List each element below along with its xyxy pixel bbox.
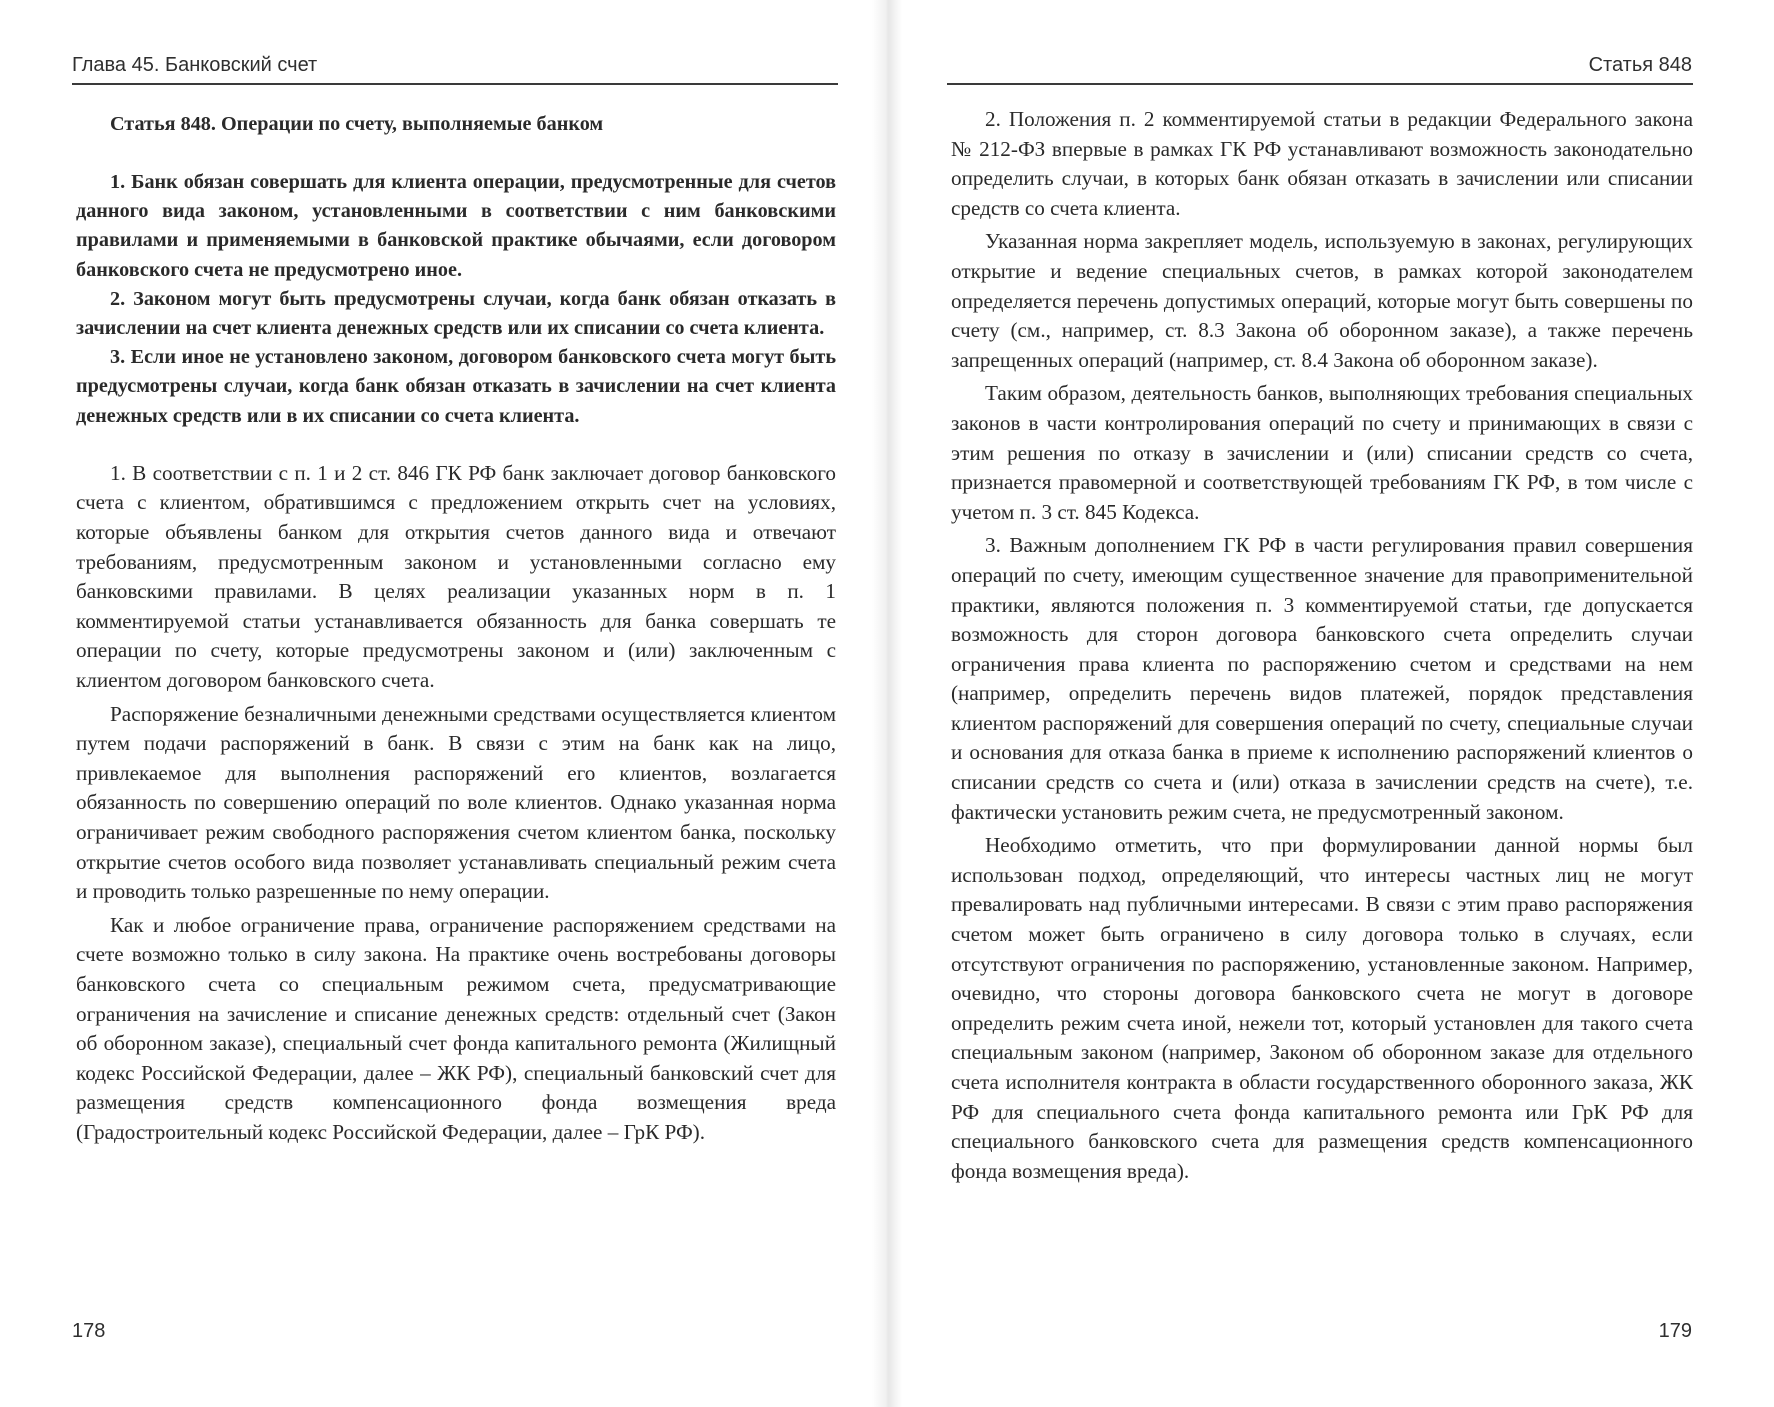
- page-number-right: 179: [1658, 1320, 1692, 1342]
- page-number-left: 178: [72, 1320, 106, 1342]
- commentary-paragraph: 1. В соответствии с п. 1 и 2 ст. 846 ГК РФ банк заключает договор банковского счета с клиентом, обратившимся с предложением открыть счет на условиях, которые объявлены банком для открытия счетов данного вида и отвечают требованиям, предусмотренным законом и установленными согласно ему банковскими правилами. В целях реализации указанных норм в п. 1 комментируемой статьи устанавливается обязанность для банка совершать те операции по счету, которые предусмотрены законом и (или) заключенным с клиентом договором банковского счета.: [76, 460, 836, 692]
- law-text: [76, 168, 836, 431]
- header-rule: [947, 83, 1693, 85]
- commentary-right: [951, 105, 1693, 1186]
- law-paragraph-2: 2. Законом могут быть предусмотрены случаи, когда банк обязан отказать в зачислении на счет клиента денежных средств или их списании со счета клиента.: [76, 287, 836, 340]
- article-title: Статья 848. Операции по счету, выполняемые банком: [110, 113, 604, 135]
- commentary-left: [76, 459, 836, 1148]
- commentary-paragraph: 2. Положения п. 2 комментируемой статьи в редакции Федерального закона № 212-ФЗ впервые в рамках ГК РФ устанавливают возможность законодательно определить случаи, в которых банк обязан отказать в зачислении или списании средств со счета клиента.: [951, 107, 1693, 220]
- commentary-paragraph: Необходимо отметить, что при формулировании данной нормы был использован подход, определяющий, что интересы частных лиц не могут превалировать над публичными интересами. В связи с этим право распоряжения счетом может быть ограничено в силу договора только в случаях, если отсутствуют ограничения по распоряжению, установленные законом. Например, очевидно, что стороны договора банковского счета не могут в договоре определить режим счета иной, нежели тот, который установлен для такого счета специальным законом (например, Законом об оборонном заказе для отдельного счета исполнителя контракта в области государственного оборонного заказа, ЖК РФ для специального счета фонда капитального ремонта или ГрК РФ для специального банковского счета для размещения средств компенсационного фонда возмещения вреда).: [951, 833, 1693, 1183]
- commentary-paragraph: Указанная норма закрепляет модель, используемую в законах, регулирующих открытие и ведение специальных счетов, в рамках которой законодателем определяется перечень допустимых операций, которые могут быть совершены по счету (см., например, ст. 8.3 Закона об оборонном заказе), а также перечень запрещенных операций (например, ст. 8.4 Закона об оборонном заказе).: [951, 229, 1693, 372]
- commentary-paragraph: Как и любое ограничение права, ограничение распоряжением средствами на счете возможно только в силу закона. На практике очень востребованы договоры банковского счета со специальным режимом счета, предусматривающие ограничения на зачисление и списание денежных средств: отдельный счет (Закон об оборонном заказе), специальный счет фонда капитального ремонта (Жилищный кодекс Российской Федерации, далее – ЖК РФ), специальный банковский счет для размещения средств компенсационного фонда возмещения вреда (Градостроительный кодекс Российской Федерации, далее – ГрК РФ).: [76, 912, 836, 1144]
- right-page-content: [951, 105, 1693, 1190]
- law-paragraph-1: 1. Банк обязан совершать для клиента операции, предусмотренные для счетов данного вида законом, установленными в соответствии с ним банковскими правилами и применяемыми в банковской практике обычаями, если договором банковского счета не предусмотрено иное.: [76, 171, 836, 281]
- law-paragraph-3: 3. Если иное не установлено законом, договором банковского счета могут быть предусмотрены случаи, когда банк обязан отказать в зачислении на счет клиента денежных средств или в их списании со счета клиента.: [76, 346, 836, 427]
- commentary-paragraph: 3. Важным дополнением ГК РФ в части регулирования правил совершения операций по счету, имеющим существенное значение для правоприменительной практики, являются положения п. 3 комментируемой статьи, где допускается возможность для сторон договора банковского счета определить случаи ограничения права клиента по распоряжению счетом и средствами на нем (например, определить перечень видов платежей, порядок представления клиентом распоряжений для совершения операций по счету, специальные случаи и основания для отказа банка в приеме к исполнению распоряжений клиентов о списании средств со счета и (или) отказа в зачислении средств на счете), т.е. фактически установить режим счета, не предусмотренный законом.: [951, 533, 1693, 824]
- header-rule: [72, 83, 838, 85]
- right-page: [887, 0, 1774, 1407]
- commentary-paragraph: Таким образом, деятельность банков, выполняющих требования специальных законов в части контролирования операций по счету и принимающих в связи с этим решения по отказу в зачислении и (или) списании средств со счета, признается правомерной и соответствующей требованиям ГК РФ, в том числе с учетом п. 3 ст. 845 Кодекса.: [951, 381, 1693, 524]
- left-page-content: [76, 110, 836, 1151]
- commentary-paragraph: Распоряжение безналичными денежными средствами осуществляется клиентом путем подачи распоряжений в банк. В связи с этим на банк как на лицо, привлекаемое для выполнения распоряжений его клиентов, возлагается обязанность по совершению операций по воле клиентов. Однако указанная норма ограничивает режим свободного распоряжения счетом клиентом банка, поскольку открытие счетов особого вида позволяет устанавливать специальный режим счета и проводить только разрешенные по нему операции.: [76, 701, 836, 904]
- running-head-article: Статья 848: [1588, 54, 1692, 76]
- running-head-chapter: Глава 45. Банковский счет: [72, 54, 318, 76]
